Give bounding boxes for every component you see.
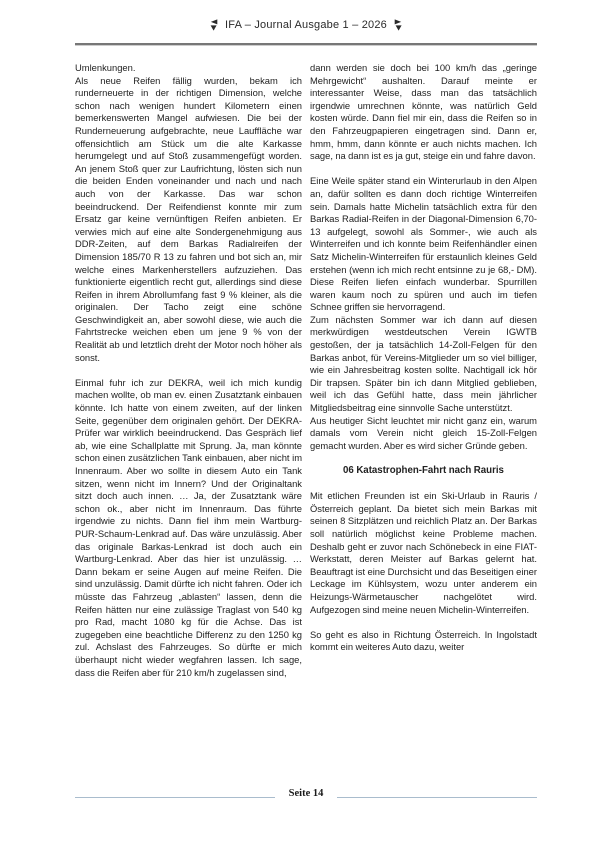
page-header xyxy=(75,18,537,46)
paragraph: Eine Weile später stand ein Winterurlaub in den Alpen an, dafür sollten es dann doch richtige Winterreifen sein. Damals hatte Michelin tatsächlich extra für den Barkas Radial-Reifen in der Diagonal-Dimension 6,70-13 aufgelegt, sowohl als Sommer-, wie auch als Winterreifen und ich konnte beim Reifenhändler einen Satz Michelin-Winterreifen für erstaunlich kleines Geld erstehen (wenn ich mich recht entsinne zu je 68,- DM). Diese Reifen liefen einfach wunderbar. Spurrillen waren kaum noch zu spüren und auch im tiefen Schnee griffen sie hervorragend. xyxy=(310,175,537,313)
footer-rule-left xyxy=(75,797,275,798)
paragraph: Aus heutiger Sicht leuchtet mir nicht ganz ein, warum damals vom Verein nicht gleich 15-Zoll-Felgen gemacht wurden. Aber es wird sicher Gründe geben. xyxy=(310,414,537,451)
left-column xyxy=(75,62,302,770)
section-heading: 06 Katastrophen-Fahrt nach Rauris xyxy=(343,465,504,476)
paragraph: Einmal fuhr ich zur DEKRA, weil ich mich kundig machen wollte, ob man ev. einen Zusatztank einbauen könnte. Ich hatte von einem zweiten, auf der linken Seite, gegenüber dem originalen gehört. Der DEKRA-Prüfer war wirklich beeindruckend. Das Gespräch lief ab, wie eine Schallplatte mit Sprung. Ja, man könnte schon einen zusätzlichen Tank einbauen, aber nicht im Innenraum. Aber wo sollte in diesem Auto ein Tank sitzen, wenn nicht im Innern? Und der Originaltank sitzt doch auch innen. … Ja, der Zusatztank wäre schon ok., aber nicht im Innenraum. Das führte irgendwie zu nichts. Dann fiel ihm mein Wartburg-PUR-Schaum-Lenkrad auf. Das wäre unzulässig. Aber das originale Barkas-Lenkrad ist doch auch ein Wartburg-Lenkrad. Aber das hier ist unzulässig. … Dann bekam er seine Augen auf meine Reifen. Die sind unzulässig. Damit dürfte ich nicht fahren. Oder ich müsste das Fahrzeug „ablasten“ lassen, denn die Reifen hätten nur eine zulässige Traglast von 540 kg pro Rad, macht 1080 kg für die Achse. Das ist zugegeben eine beachtliche Differenz zu den 1250 kg zul. Achslast des Fahrzeuges. So dürfte er mich überhaupt nicht wieder wegfahren lassen. Ich sage, dass die Reifen aber für 210 km/h zugelassen sind, xyxy=(75,376,302,678)
fleuron-ornament-icon xyxy=(209,19,218,31)
footer-rule-right xyxy=(337,797,537,798)
paragraph: dann werden sie doch bei 100 km/h das „geringe Mehrgewicht“ aushalten. Darauf meinte er interessanter Weise, dass man das tatsächlich irgendwie umrechnen könnte, was natürlich Geld kosten würde. Dann fiel mir ein, dass die Reifen so in den Fahrzeugpapieren eingetragen sind. Dann er, hmm, hmm, dann könnte er auch nichts machen. Ich sage, na dann ist es ja gut, steige ein und fahre davon. xyxy=(310,62,537,162)
paragraph: Als neue Reifen fällig wurden, bekam ich runderneuerte in der richtigen Dimension, welche schon nach wenigen hundert Kilometern einen bemerkenswerten Mangel aufwiesen. Die bei der Runderneuerung aufgebrachte, neue Lauffläche war offensichtlich am Stück um die alte Karkasse herumgelegt und auf Stoß zusammengefügt worden. An jenem Stoß quer zur Laufrichtung, lösten sich nun die beiden Enden voneinander und nach und nach auch von der Karkasse. Das war schon beeindruckend. Der Reifendienst konnte mir zum Ersatz gar keine vernünftigen Reifen anbieten. Er verwies mich auf eine alte Sondergenehmigung aus DDR-Zeiten, auf dem Barkas Radialreifen der Dimension 185/70 R 13 zu fahren und bot sich an, mir welche eines Markenherstellers aufzuziehen. Das funktionierte eigentlich recht gut, allerdings sind diese Reifen in ihrem Abrollumfang fast 9 % kleiner, als die originalen. Der Tacho zeigt eine schöne Geschwindigkeit an, aber sowohl diese, wie auch die Fahrtstrecke weichen eben um jene 9 % von der Realität ab und letztlich dreht der Motor noch höher als sonst. xyxy=(75,74,302,363)
page-number: Seite 14 xyxy=(288,788,324,799)
paragraph: So geht es also in Richtung Österreich. In Ingolstadt kommt ein weiteres Auto dazu, weiter xyxy=(310,628,537,653)
page-title: IFA – Journal Ausgabe 1 – 2026 xyxy=(225,19,387,31)
article-columns xyxy=(75,62,537,770)
paragraph: Zum nächsten Sommer war ich dann auf diesen merkwürdigen westdeutschen Verein IGWTB gestoßen, der ja tatsächlich 14-Zoll-Felgen für den Barkas anbot, für Vereins-Mitglieder um so viel billiger, wie ein Jahresbeitrag kosten sollte. Nachtigall ick hör Dir trapsen. Später bin ich dann Mitglied geblieben, weil ich das Gefühl hatte, dass mein jährlicher Mitgliedsbeitrag eine sinnvolle Sache unterstützt. xyxy=(310,313,537,414)
header-rule xyxy=(75,43,537,46)
paragraph: Mit etlichen Freunden ist ein Ski-Urlaub in Rauris / Österreich geplant. Da bietet sich mein Barkas mit seinen 8 Sitzplätzen und reichlich Platz an. Der Barkas soll natürlich möglichst keine Probleme machen. Deshalb geht er zuvor nach Schönebeck in eine FIAT-Werkstatt, deren Meister auf Barkas gelernt hat. Beauftragt ist eine Durchsicht und das Beseitigen einer Leckage im Kühlsystem, wozu unter anderem ein Heizungs-Wärmetauscher nachgelötet wird. Aufgezogen sind meine neuen Michelin-Winterreifen. xyxy=(310,490,537,615)
fleuron-ornament-icon xyxy=(394,19,403,31)
page-footer xyxy=(75,787,537,801)
paragraph: Umlenkungen. xyxy=(75,62,136,73)
header-title-row xyxy=(75,18,537,32)
right-column xyxy=(310,62,537,770)
